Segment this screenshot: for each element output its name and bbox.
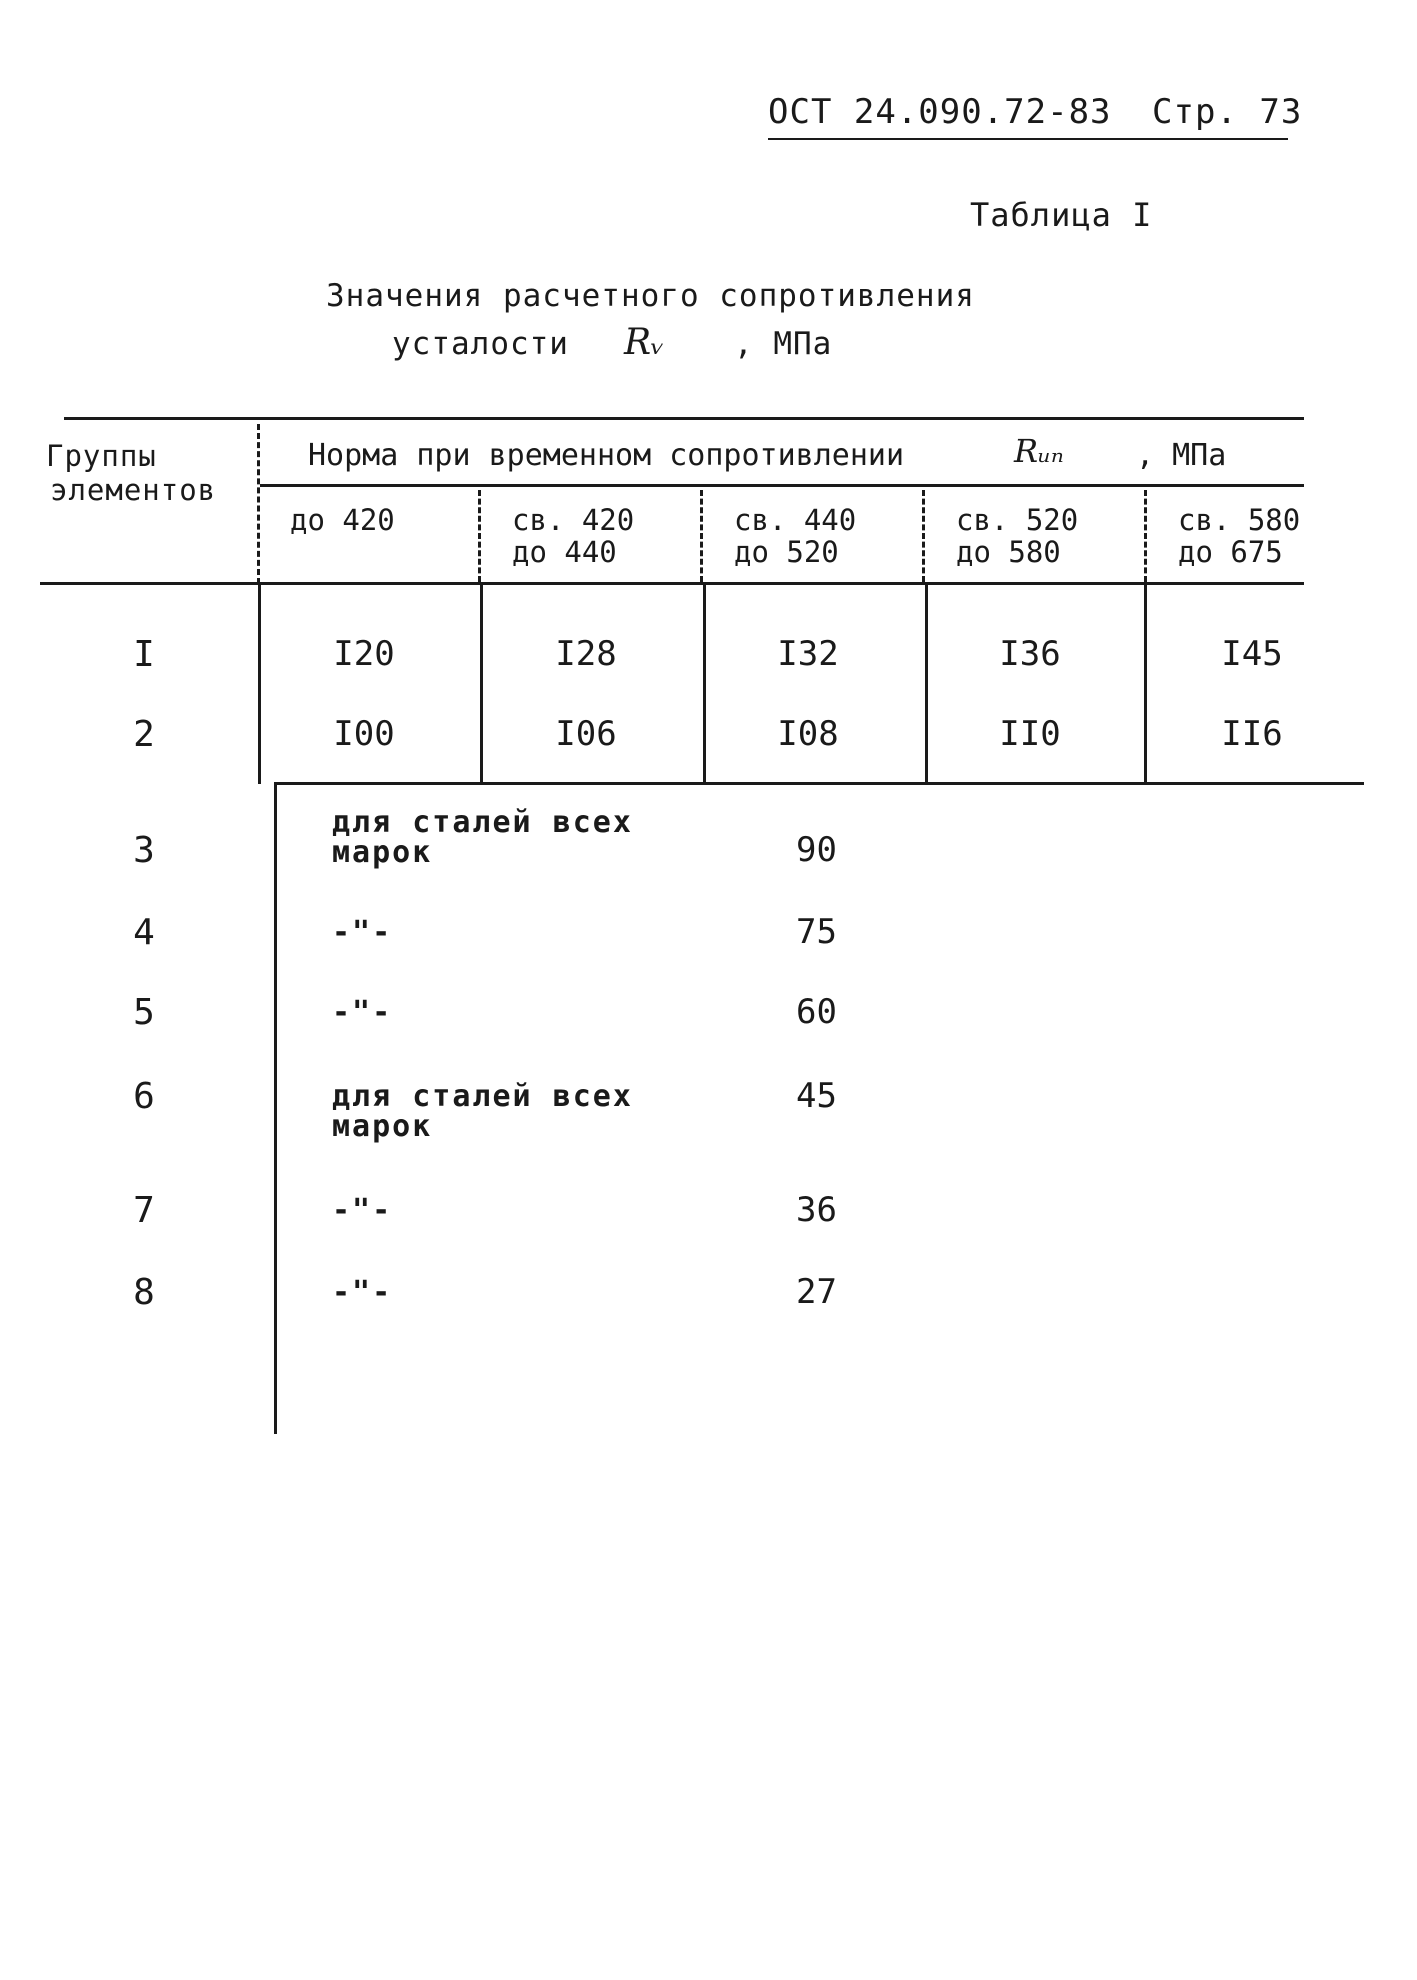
table-cell: I06 <box>555 714 617 754</box>
group-number: 2 <box>133 714 155 755</box>
col-header-2-line-2: до 440 <box>512 535 617 569</box>
col-sep-3 <box>925 584 928 784</box>
table-cell: II0 <box>999 714 1061 754</box>
group-header-line-2: элементов <box>50 473 217 507</box>
col-header-3-line-2: до 520 <box>734 535 839 569</box>
col-header-3-line-1: св. 440 <box>734 503 857 537</box>
col-sep-dashed-4 <box>1144 490 1147 582</box>
header-underline <box>768 138 1288 140</box>
page-number: Стр. 73 <box>1152 92 1303 132</box>
table-top-rule <box>64 417 1304 420</box>
caption-line-2: усталости <box>392 326 569 362</box>
row-note: марок <box>332 835 433 870</box>
row-value: 36 <box>796 1190 837 1230</box>
group-number: 3 <box>133 830 155 871</box>
group-number: 7 <box>133 1190 155 1231</box>
col-sep-dashed-2 <box>700 490 703 582</box>
col-header-1: до 420 <box>290 503 395 537</box>
table-cell: I32 <box>777 634 839 674</box>
table-cell: I00 <box>333 714 395 754</box>
row-value: 90 <box>796 830 837 870</box>
norm-header: Норма при временном сопротивлении <box>308 438 905 473</box>
row-note: -"- <box>332 1275 393 1310</box>
section-rule <box>274 782 1364 785</box>
col-header-2-line-1: св. 420 <box>512 503 635 537</box>
group-column-divider-lower <box>274 784 277 1434</box>
row-value: 75 <box>796 912 837 952</box>
row-note: марок <box>332 1109 433 1144</box>
row-value: 45 <box>796 1076 837 1116</box>
caption-unit: , МПа <box>734 326 833 362</box>
col-header-4-line-2: до 580 <box>956 535 1061 569</box>
row-note: для сталей всех <box>332 805 633 840</box>
group-number: 4 <box>133 912 155 953</box>
row-note: -"- <box>332 915 393 950</box>
row-note: для сталей всех <box>332 1079 633 1114</box>
norm-symbol: Rᵤₙ <box>1014 432 1064 470</box>
table-cell: I45 <box>1221 634 1283 674</box>
document-code: ОСТ 24.090.72-83 <box>768 92 1112 132</box>
group-number: 5 <box>133 992 155 1033</box>
table-cell: I36 <box>999 634 1061 674</box>
norm-unit: , МПа <box>1136 438 1227 473</box>
group-number: 6 <box>133 1076 155 1117</box>
col-sep-dashed-3 <box>922 490 925 582</box>
table-label: Таблица I <box>970 196 1153 234</box>
group-number: 8 <box>133 1272 155 1313</box>
table-cell: I20 <box>333 634 395 674</box>
col-sep-4 <box>1144 584 1147 784</box>
col-header-4-line-1: св. 520 <box>956 503 1079 537</box>
group-column-divider <box>258 584 261 784</box>
table-cell: I28 <box>555 634 617 674</box>
header-bottom-rule <box>40 582 1304 585</box>
col-sep-2 <box>703 584 706 784</box>
group-header-line-1: Группы <box>46 439 157 473</box>
row-note: -"- <box>332 995 393 1030</box>
subheader-rule <box>260 484 1304 487</box>
group-number: I <box>133 634 155 675</box>
col-sep-1 <box>480 584 483 784</box>
caption-symbol: Rᵥ <box>624 322 665 363</box>
row-value: 27 <box>796 1272 837 1312</box>
col-header-5-line-1: св. 580 <box>1178 503 1301 537</box>
col-header-5-line-2: до 675 <box>1178 535 1283 569</box>
table-cell: II6 <box>1221 714 1283 754</box>
table-cell: I08 <box>777 714 839 754</box>
row-value: 60 <box>796 992 837 1032</box>
col-sep-dashed-1 <box>478 490 481 582</box>
row-note: -"- <box>332 1193 393 1228</box>
header-divider-dashed <box>257 424 260 584</box>
caption-line-1: Значения расчетного сопротивления <box>326 278 975 314</box>
